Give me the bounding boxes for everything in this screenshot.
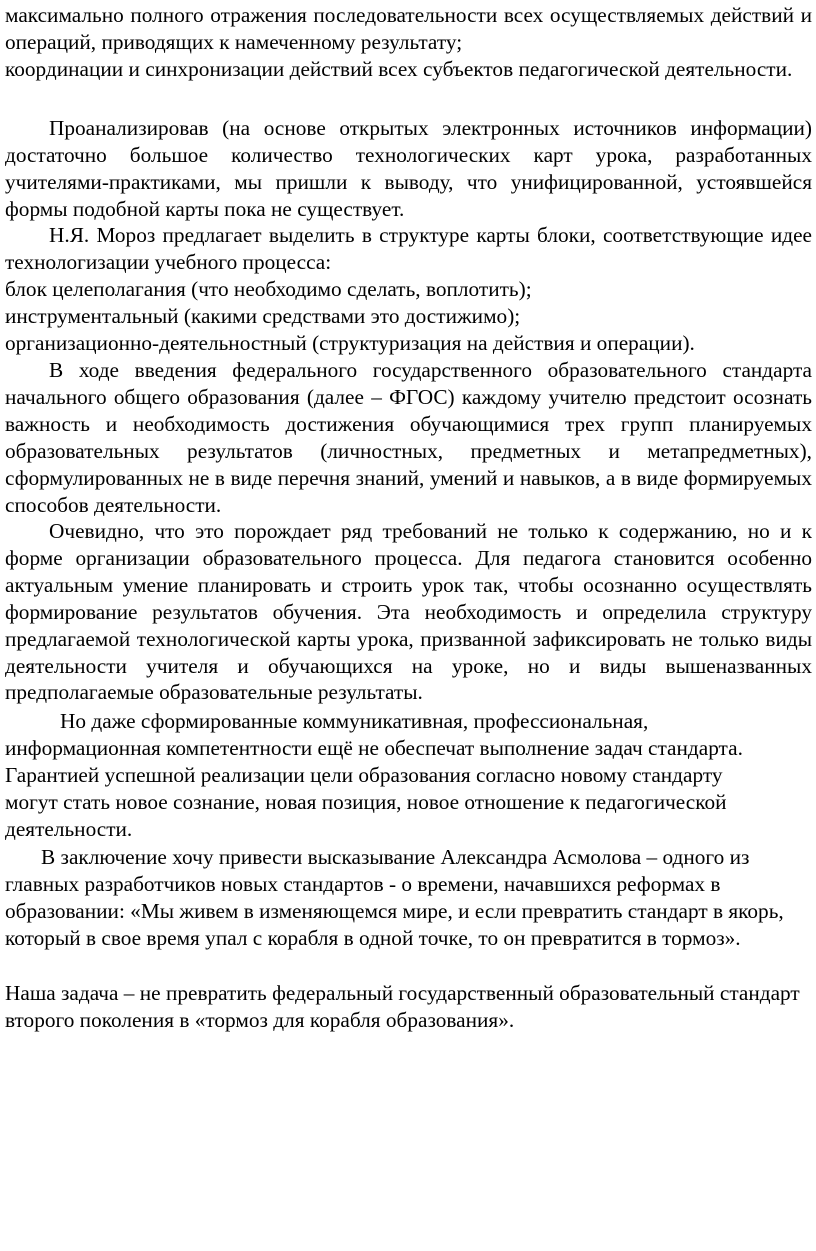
paragraph-competences: Но даже сформированные коммуникативная, профессиональная, информационная компетентности ещё не обеспечат выполнение задач стандарта. Гарантией успешной реализации цели образования согласно новому стандарту могут стать новое сознание, новая позиция, новое отношение к педагогической деятельности. [5,709,743,841]
list-item-organizational: организационно-деятельностный (структуризация на действия и операции). [5,331,695,355]
paragraph-action-sequence: максимально полного отражения последовательности всех осуществляемых действий и операций, приводящих к намеченному результату; [5,3,812,54]
list-item-instrumental: инструментальный (какими средствами это достижимо); [5,304,521,328]
list-item-goal-setting: блок целеполагания (что необходимо сделать, воплотить); [5,277,532,301]
paragraph-our-task: Наша задача – не превратить федеральный государственный образовательный стандарт второго поколения в «тормоз для корабля образования». [5,981,800,1032]
paragraph-analysis: Проанализировав (на основе открытых электронных источников информации) достаточно большое количество технологических карт урока, разработанных учителями-практиками, мы пришли к выводу, что унифицированной, устоявшейся формы подобной карты пока не существует. [5,116,812,221]
paragraph-moroz-blocks: Н.Я. Мороз предлагает выделить в структуре карты блоки, соответствующие идее технологизации учебного процесса: [5,223,812,274]
paragraph-coordination: координации и синхронизации действий всех субъектов педагогической деятельности. [5,57,793,81]
paragraph-asmolov-quote: В заключение хочу привести высказывание Александра Асмолова – одного из главных разработчиков новых стандартов - о времени, начавшихся реформах в образовании: «Мы живем в изменяющемся мире, и если превратить стандарт в якорь, который в свое время упал с корабля в одной точке, то он превратится в тормоз». [5,845,784,950]
paragraph-fgos: В ходе введения федерального государственного образовательного стандарта начального общего образования (далее – ФГОС) каждому учителю предстоит осознать важность и необходимость достижения обучающимися трех групп планируемых образовательных результатов (личностных, предметных и метапредметных), сформулированных не в виде перечня знаний, умений и навыков, а в виде формируемых способов деятельности. [5,358,812,517]
paragraph-requirements: Очевидно, что это порождает ряд требований не только к содержанию, но и к форме организации образовательного процесса. Для педагога становится особенно актуальным умение планировать и строить урок так, чтобы осознанно осуществлять формирование результатов обучения. Эта необходимость и определила структуру предлагаемой технологической карты урока, призванной зафиксировать не только виды деятельности учителя и обучающихся на уроке, но и виды вышеназванных предполагаемые образовательные результаты. [5,519,812,705]
